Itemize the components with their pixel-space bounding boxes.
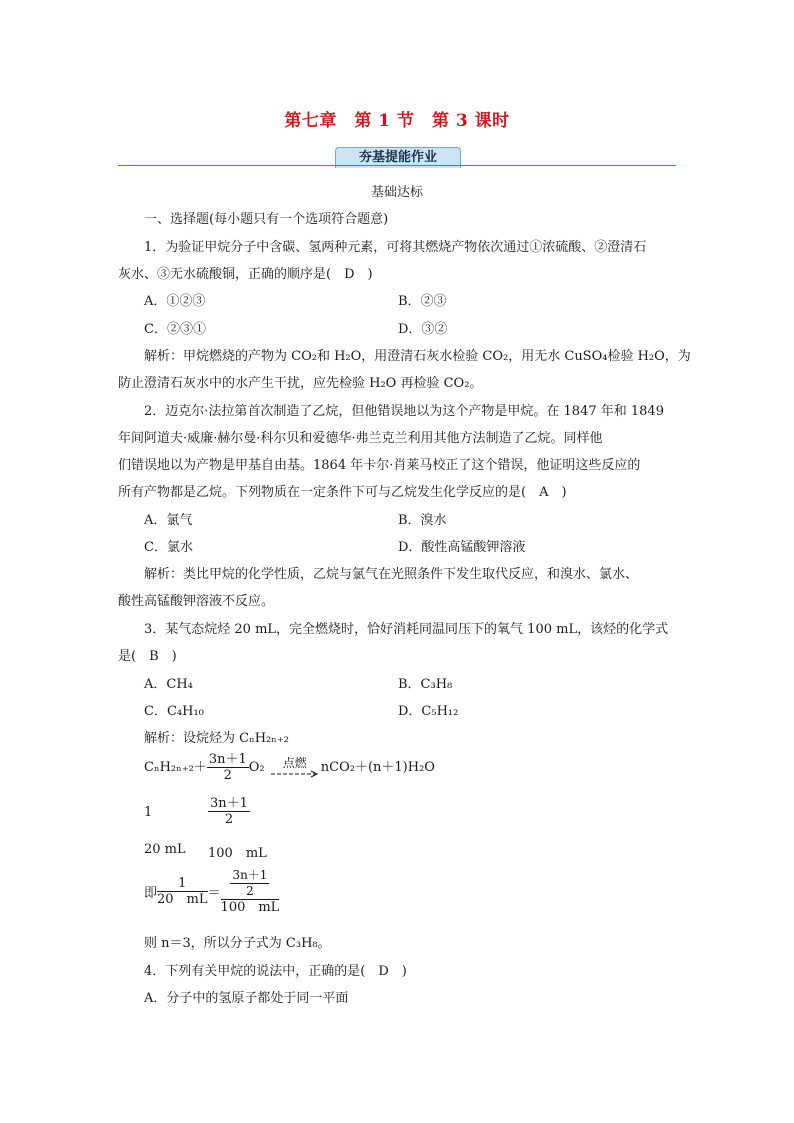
q2-option-d: D．酸性高锰酸钾溶液 xyxy=(398,540,526,555)
q3-stem-line2: 是( B ) xyxy=(118,649,177,664)
q2-stem-line2: 年间阿道夫·威廉·赫尔曼·科尔贝和爱德华·弗兰克兰利用其他方法制造了乙烷。同样他 xyxy=(118,431,603,446)
section-heading: 基础达标 xyxy=(370,185,423,200)
q2-explanation-line1: 解析：类比甲烷的化学性质，乙烷与氯气在光照条件下发生取代反应，和溴水、氯水、 xyxy=(144,567,639,582)
mole-ratio-left: 1 xyxy=(144,805,153,820)
q4-option-a: A．分子中的氢原子都处于同一平面 xyxy=(144,991,349,1006)
q4-stem: 4．下列有关甲烷的说法中，正确的是( D ) xyxy=(144,964,407,979)
q1-explanation-line2: 防止澄清石灰水中的水产生干扰，应先检验 H₂O 再检验 CO₂。 xyxy=(118,376,483,391)
q1-option-d: D．③② xyxy=(398,322,448,337)
q3-option-c: C．C₄H₁₀ xyxy=(144,704,204,719)
q1-option-b: B．②③ xyxy=(398,294,447,309)
eq-reactant: CₙH₂ₙ₊₂＋ xyxy=(144,760,207,775)
q1-option-c: C．②③① xyxy=(144,322,206,337)
q2-option-b: B．溴水 xyxy=(398,513,447,528)
arrow-icon xyxy=(269,770,321,778)
q1-explanation-line1: 解析：甲烷燃烧的产物为 CO₂和 H₂O，用澄清石灰水检验 CO₂，用无水 CuSO₄检验 H₂O，为 xyxy=(144,349,691,364)
q3-conclusion: 则 n＝3，所以分子式为 C₃H₈。 xyxy=(144,936,331,951)
q3-option-a: A．CH₄ xyxy=(144,677,193,692)
proportion-right xyxy=(221,868,280,915)
proportion-prefix: 即 xyxy=(144,886,158,901)
proportion-equals: ＝ xyxy=(207,886,221,901)
mole-ratio-right xyxy=(208,796,250,827)
nested-num: 3n＋1 xyxy=(232,868,268,882)
reaction-equation xyxy=(144,752,435,783)
proportion-left-num: 1 xyxy=(157,876,208,892)
proportion-left-den: 20 mL xyxy=(157,892,208,907)
part-heading: 一、选择题(每小题只有一个选项符合题意) xyxy=(144,212,389,227)
volume-right: 100 mL xyxy=(208,846,267,861)
frac-denominator: 2 xyxy=(223,768,232,783)
q2-option-c: C．氯水 xyxy=(144,540,193,555)
q1-stem-line1: 1．为验证甲烷分子中含碳、氢两种元素，可将其燃烧产物依次通过①浓硫酸、②澄清石 xyxy=(144,240,647,255)
eq-coefficient-fraction xyxy=(207,752,249,783)
section-banner: 夯基提能作业 xyxy=(335,147,461,168)
q3-explanation-line1: 解析：设烷烃为 CₙH₂ₙ₊₂ xyxy=(144,731,289,746)
proportion xyxy=(144,868,279,915)
ratio-numerator: 3n＋1 xyxy=(210,796,248,811)
eq-condition: 点燃 xyxy=(282,756,307,770)
q3-stem-line1: 3．某气态烷烃 20 mL，完全燃烧时，恰好消耗同温同压下的氧气 100 mL，该烃的化学式 xyxy=(144,622,669,637)
eq-products: nCO₂＋(n＋1)H₂O xyxy=(320,760,435,775)
q3-option-b: B．C₃H₈ xyxy=(398,677,453,692)
frac-numerator: 3n＋1 xyxy=(208,752,247,767)
q2-stem-line4: 所有产物都是乙烷。下列物质在一定条件下可与乙烷发生化学反应的是( A ) xyxy=(118,485,567,500)
q2-explanation-line2: 酸性高锰酸钾溶液不反应。 xyxy=(118,594,275,609)
nested-den: 2 xyxy=(246,884,254,898)
ratio-denominator: 2 xyxy=(224,812,234,827)
q2-option-a: A．氯气 xyxy=(144,513,193,528)
q1-stem-line2: 灰水、③无水硫酸铜，正确的顺序是( D ) xyxy=(118,267,373,282)
q1-option-a: A．①②③ xyxy=(144,294,206,309)
proportion-left xyxy=(157,876,208,907)
volume-left: 20 mL xyxy=(144,842,186,857)
proportion-right-den: 100 mL xyxy=(220,900,280,915)
proportion-right-num xyxy=(221,868,280,900)
q2-stem-line3: 们错误地以为产物是甲基自由基。1864 年卡尔·肖莱马校正了这个错误，他证明这些反应的 xyxy=(118,458,641,473)
eq-oxygen: O₂ xyxy=(248,760,265,775)
eq-arrow xyxy=(269,757,321,778)
page-title: 第七章 第 1 节 第 3 课时 xyxy=(284,111,510,131)
divider xyxy=(118,165,676,166)
q2-stem-line1: 2．迈克尔·法拉第首次制造了乙烷，但他错误地以为这个产物是甲烷。在 1847 年和 1849 xyxy=(144,404,664,419)
q3-option-d: D．C₅H₁₂ xyxy=(398,704,459,719)
